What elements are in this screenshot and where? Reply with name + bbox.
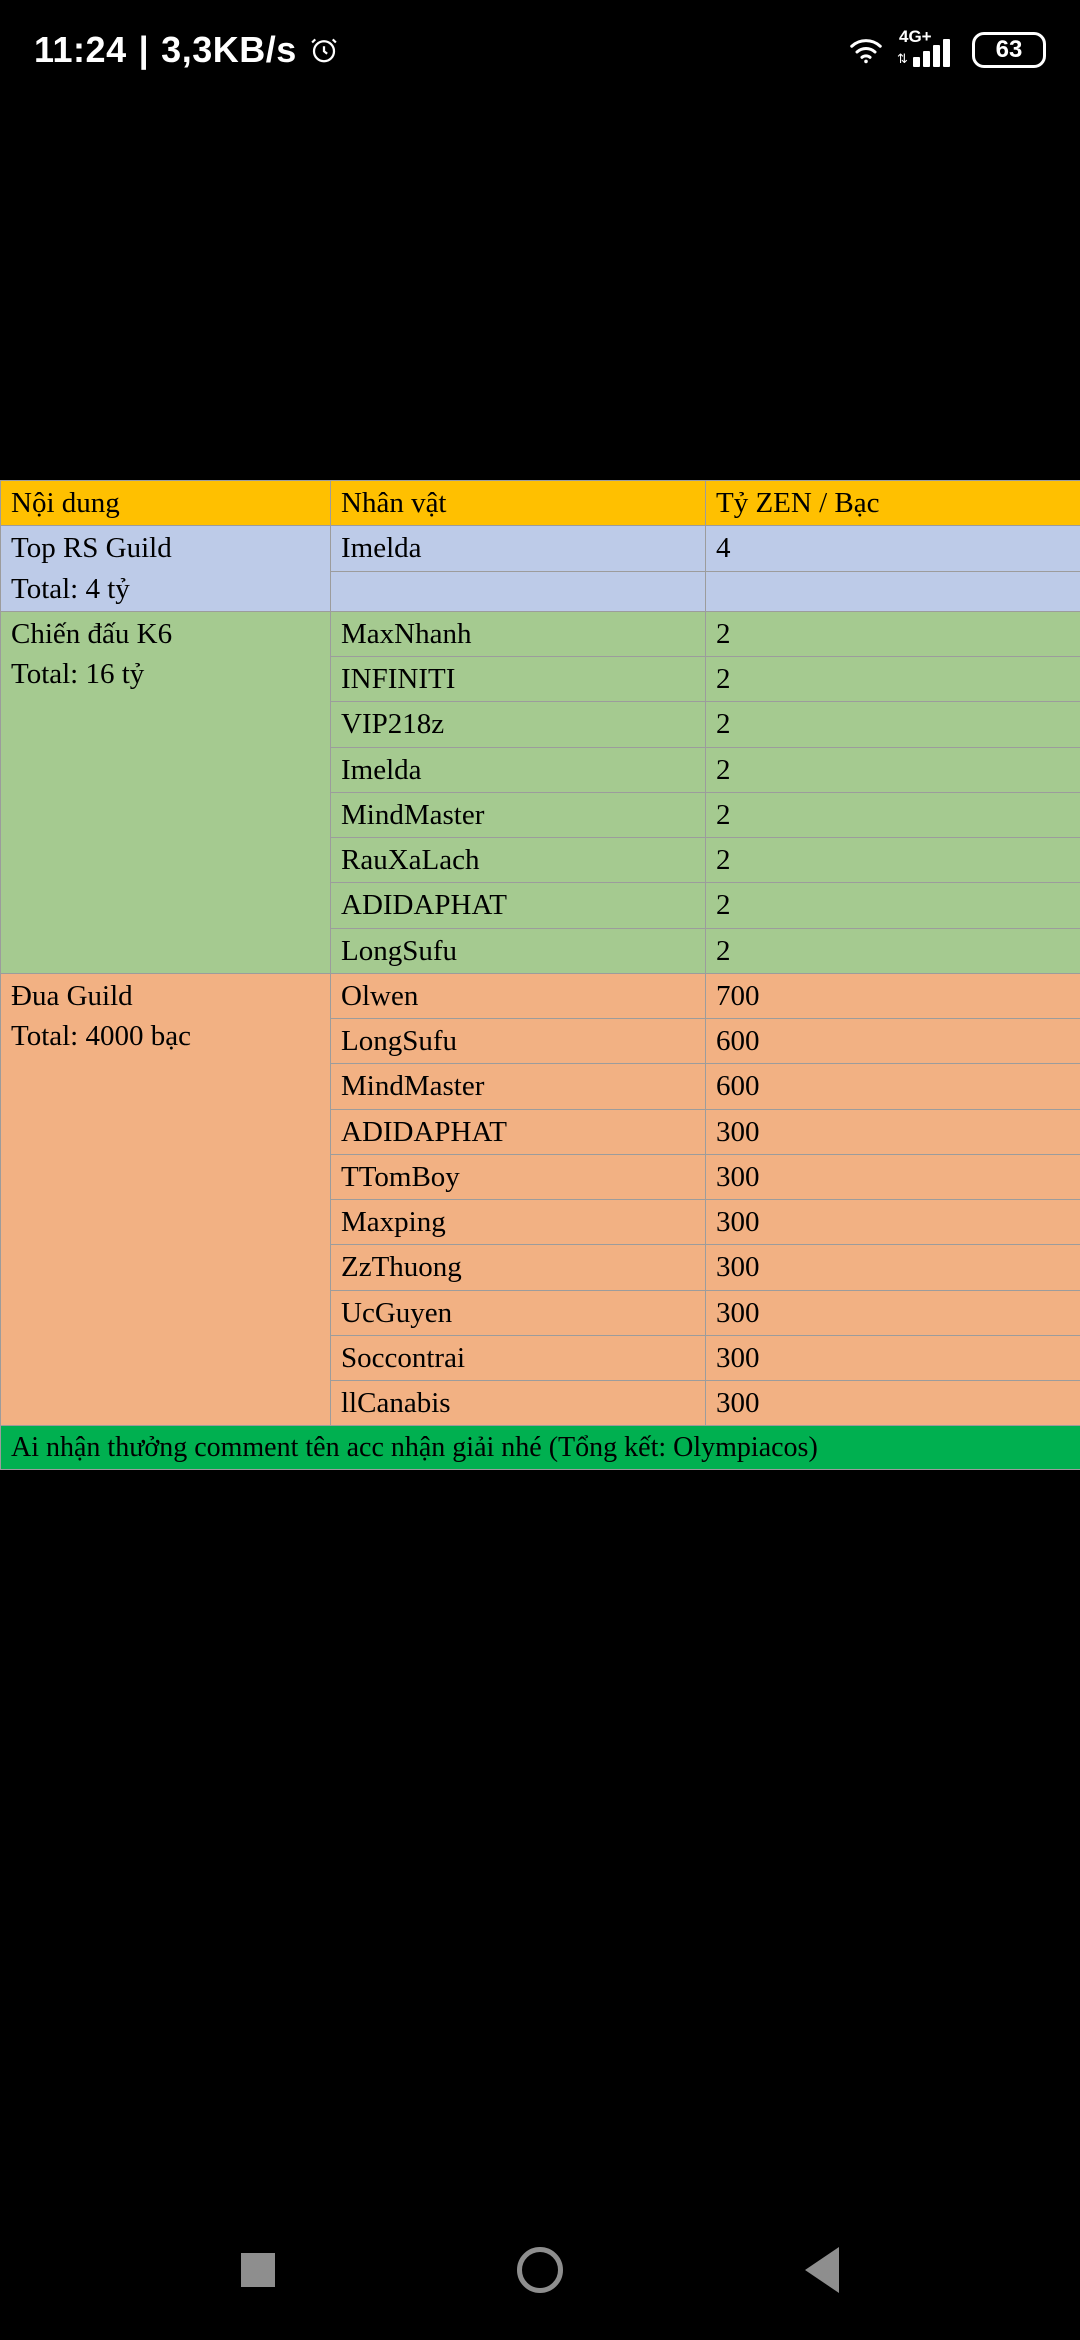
data-arrows-icon: ⇅ [897, 51, 908, 66]
recents-button-icon[interactable] [241, 2253, 275, 2287]
status-bar [0, 0, 1080, 100]
reward-value [706, 572, 1080, 612]
table-row [1, 611, 1080, 656]
alarm-icon [309, 35, 339, 65]
group-cell-top-rs-guild [1, 526, 331, 612]
table-row [1, 526, 1080, 572]
table-body [1, 526, 1080, 1470]
group-cell-dua-guild [1, 973, 331, 1426]
group-title: Chiến đấu K6 [11, 617, 173, 650]
character-name: ADIDAPHAT [331, 883, 706, 928]
reward-value: 300 [706, 1245, 1080, 1290]
character-name: RauXaLach [331, 838, 706, 883]
character-name: ADIDAPHAT [331, 1109, 706, 1154]
image-viewer[interactable] [0, 100, 1080, 2200]
group-total: Total: 16 tỷ [11, 658, 145, 690]
table-header [1, 481, 1080, 526]
status-separator: | [138, 29, 150, 70]
cellular-signal-icon [897, 27, 950, 67]
character-name: MindMaster [331, 1064, 706, 1109]
reward-value: 2 [706, 611, 1080, 656]
group-title: Top RS Guild [11, 532, 172, 565]
character-name: INFINITI [331, 657, 706, 702]
character-name: Imelda [331, 526, 706, 572]
reward-value: 600 [706, 1019, 1080, 1064]
reward-value: 300 [706, 1109, 1080, 1154]
reward-value: 2 [706, 702, 1080, 747]
character-name: Soccontrai [331, 1335, 706, 1380]
character-name: TTomBoy [331, 1154, 706, 1199]
character-name: ZzThuong [331, 1245, 706, 1290]
character-name: MindMaster [331, 792, 706, 837]
table-header-row [1, 481, 1080, 526]
reward-value: 2 [706, 838, 1080, 883]
reward-value: 300 [706, 1154, 1080, 1199]
group-total: Total: 4 tỷ [11, 572, 130, 605]
reward-value: 2 [706, 883, 1080, 928]
character-name: MaxNhanh [331, 611, 706, 656]
character-name: LongSufu [331, 928, 706, 973]
column-header-reward: Tỷ ZEN / Bạc [706, 481, 1080, 526]
character-name: Imelda [331, 747, 706, 792]
column-header-content: Nội dung [1, 481, 331, 526]
award-image [0, 480, 1080, 1470]
reward-value: 300 [706, 1381, 1080, 1426]
character-name: VIP218z [331, 702, 706, 747]
back-button-icon[interactable] [805, 2247, 839, 2293]
character-name [331, 572, 706, 612]
character-name: Maxping [331, 1200, 706, 1245]
network-type-label: 4G+ [899, 27, 932, 46]
table-row [1, 973, 1080, 1018]
wifi-icon [847, 35, 885, 65]
column-header-character: Nhân vật [331, 481, 706, 526]
reward-value: 2 [706, 928, 1080, 973]
reward-value: 600 [706, 1064, 1080, 1109]
reward-value: 2 [706, 792, 1080, 837]
group-cell-chien-dau-k6 [1, 611, 331, 973]
group-total: Total: 4000 bạc [11, 1020, 191, 1052]
reward-value: 300 [706, 1335, 1080, 1380]
footer-note-row [1, 1426, 1080, 1470]
character-name: UcGuyen [331, 1290, 706, 1335]
group-title: Đua Guild [11, 979, 133, 1012]
status-bar-left [34, 29, 339, 71]
reward-value: 300 [706, 1200, 1080, 1245]
status-bar-right [847, 27, 1046, 67]
reward-value: 2 [706, 657, 1080, 702]
battery-indicator: 63 [972, 32, 1046, 67]
clock-text: 11:24 [34, 29, 127, 70]
reward-value: 300 [706, 1290, 1080, 1335]
character-name: LongSufu [331, 1019, 706, 1064]
reward-value: 2 [706, 747, 1080, 792]
award-table [0, 480, 1080, 1470]
footer-note-text: Ai nhận thưởng comment tên acc nhận giải nhé (Tổng kết: Olympiacos) [1, 1426, 1080, 1470]
network-speed-text: 3,3KB/s [161, 29, 297, 70]
character-name: llCanabis [331, 1381, 706, 1426]
home-button-icon[interactable] [517, 2247, 563, 2293]
navigation-bar [0, 2200, 1080, 2340]
reward-value: 4 [706, 526, 1080, 572]
reward-value: 700 [706, 973, 1080, 1018]
character-name: Olwen [331, 973, 706, 1018]
